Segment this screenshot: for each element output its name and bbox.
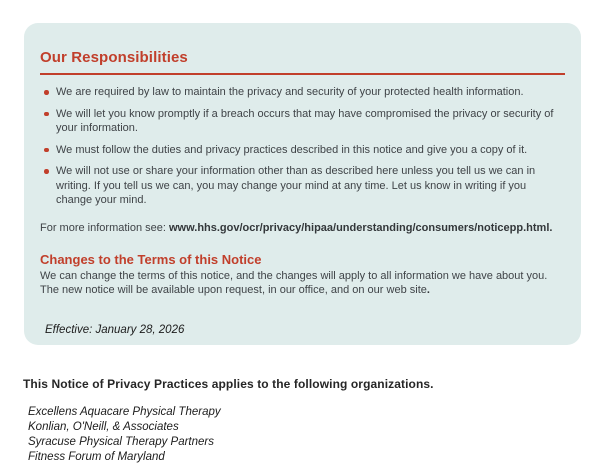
list-item: We are required by law to maintain the privacy and security of your protected health information.: [40, 85, 565, 100]
list-item: Excellens Aquacare Physical Therapy: [28, 406, 221, 418]
more-info-url: www.hhs.gov/ocr/privacy/hipaa/understanding/consumers/noticepp.html.: [169, 221, 553, 234]
organizations-section: [23, 377, 583, 465]
changes-section-title: Changes to the Terms of this Notice: [40, 251, 262, 267]
changes-section-body: [40, 269, 565, 298]
more-info-line: [40, 221, 565, 235]
list-item: We must follow the duties and privacy practices described in this notice and give you a copy of it.: [40, 143, 565, 158]
responsibilities-panel: [24, 23, 581, 345]
more-info-prefix: For more information see:: [40, 221, 169, 234]
organization-list: [23, 405, 583, 465]
list-item: We will not use or share your information other than as described here unless you tell us we can in writing. If you tell us we can, you may change your mind at any time. Let us know in writing if you change your mind.: [40, 164, 565, 208]
title-underline-rule: [40, 73, 565, 75]
changes-body-bold-period: .: [426, 284, 430, 296]
changes-body-line-1: We can change the terms of this notice, and the changes will apply to all information we have about you.: [40, 269, 548, 282]
list-item: We will let you know promptly if a breach occurs that may have compromised the privacy or security of your information.: [40, 107, 565, 136]
list-item: Konlian, O'Neill, & Associates: [28, 421, 179, 433]
effective-date: Effective: January 28, 2026: [45, 323, 185, 336]
changes-body-line-2: The new notice will be available upon request, in our office, and on our web site: [40, 284, 427, 296]
list-item: Fitness Forum of Maryland: [28, 451, 165, 463]
applies-to-statement: This Notice of Privacy Practices applies to the following organizations.: [23, 377, 434, 391]
responsibilities-title: Our Responsibilities: [40, 49, 188, 66]
list-item: Syracuse Physical Therapy Partners: [28, 436, 214, 448]
responsibilities-list: [40, 85, 565, 208]
